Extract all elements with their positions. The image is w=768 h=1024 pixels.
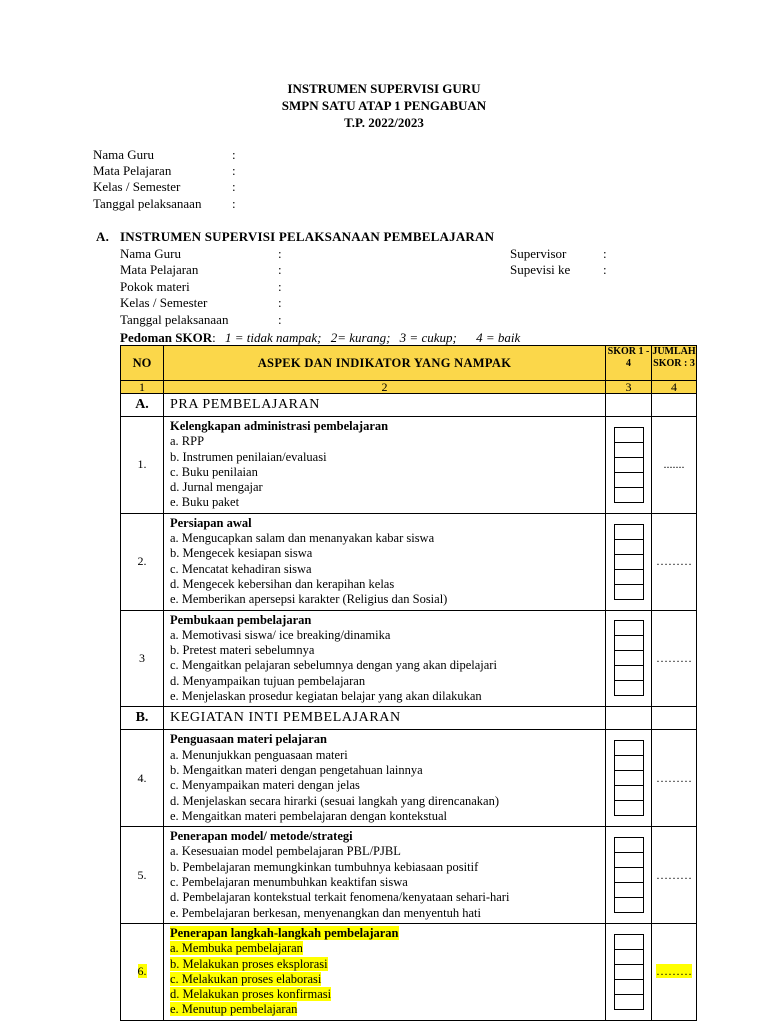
indicator-item: d. Jurnal mengajar: [170, 480, 263, 495]
field-label: Pokok materi: [120, 279, 190, 294]
score-box[interactable]: [614, 666, 644, 681]
row-number-cell: [121, 610, 164, 707]
indicator-row: [121, 610, 697, 707]
score-box[interactable]: [614, 837, 644, 853]
identity-label: Mata Pelajaran: [93, 163, 172, 178]
field-label: Nama Guru: [120, 246, 182, 261]
indicator-item: c. Buku penilaian: [170, 464, 258, 479]
indicator-row: [121, 417, 697, 514]
column-number-row: [121, 381, 697, 394]
supervision-table: [120, 345, 697, 1021]
identity-colon: :: [232, 196, 236, 211]
indicator-item: a. RPP: [170, 434, 205, 449]
score-boxes: [606, 837, 651, 913]
aspect-title: Penguasaan materi pelajaran: [170, 732, 327, 747]
row-number-cell: [121, 827, 164, 924]
scale-item: 1 = tidak nampak;: [224, 330, 322, 345]
score-boxes: [606, 620, 651, 696]
indicator-item: c. Mencatat kehadiran siswa: [170, 561, 312, 576]
score-box[interactable]: [614, 853, 644, 868]
total-score[interactable]: .......: [663, 457, 685, 472]
score-box[interactable]: [614, 681, 644, 696]
aspect-cell: [164, 417, 606, 514]
score-cell: [606, 610, 652, 707]
aspect-cell: [164, 923, 606, 1020]
column-number: 3: [606, 381, 652, 394]
total-score[interactable]: ………: [656, 650, 692, 665]
score-cell: [606, 513, 652, 610]
school-year: T.P. 2022/2023: [344, 115, 424, 130]
score-box[interactable]: [614, 636, 644, 651]
indicator-item: e. Menjelaskan prosedur kegiatan belajar yang akan dilakukan: [170, 689, 482, 704]
indicator-row: [121, 923, 697, 1020]
score-box[interactable]: [614, 458, 644, 473]
scale-item: 4 = baik: [476, 330, 521, 345]
indicator-item: e. Mengaitkan materi pembelajaran dengan kontekstual: [170, 808, 447, 823]
section-letter: B.: [121, 707, 164, 730]
indicator-item: c. Melakukan proses elaborasi: [170, 971, 322, 986]
score-box[interactable]: [614, 473, 644, 488]
field-label: Kelas / Semester: [120, 295, 208, 310]
field-colon: :: [278, 262, 282, 277]
field-colon: :: [278, 279, 282, 294]
score-box[interactable]: [614, 934, 644, 950]
total-cell: [652, 827, 697, 924]
column-number: 2: [164, 381, 606, 394]
aspect-cell: [164, 827, 606, 924]
total-score[interactable]: ………: [656, 867, 692, 882]
table-header-row: [121, 346, 697, 381]
indicator-item: a. Kesesuaian model pembelajaran PBL/PJBL: [170, 844, 401, 859]
score-box[interactable]: [614, 427, 644, 443]
section-letter: A.: [121, 394, 164, 417]
section-a-title: INSTRUMEN SUPERVISI PELAKSANAAN PEMBELAJARAN: [120, 229, 495, 244]
aspect-cell: [164, 730, 606, 827]
section-title: PRA PEMBELAJARAN: [164, 394, 606, 417]
row-number-cell: [121, 730, 164, 827]
total-cell: [652, 923, 697, 1020]
column-number: 1: [121, 381, 164, 394]
indicator-item: d. Melakukan proses konfirmasi: [170, 987, 332, 1002]
col-header-no: NO: [121, 346, 164, 381]
score-box[interactable]: [614, 756, 644, 771]
score-box[interactable]: [614, 965, 644, 980]
indicator-item: c. Menyampaikan materi dengan jelas: [170, 778, 360, 793]
indicator-item: b. Instrumen penilaian/evaluasi: [170, 449, 327, 464]
section-a-letter: A.: [96, 229, 110, 244]
section-total-cell: [652, 394, 697, 417]
score-box[interactable]: [614, 524, 644, 540]
score-box[interactable]: [614, 570, 644, 585]
indicator-item: a. Membuka pembelajaran: [170, 941, 303, 956]
indicator-item: a. Memotivasi siswa/ ice breaking/dinamika: [170, 627, 391, 642]
section-title: KEGIATAN INTI PEMBELAJARAN: [164, 707, 606, 730]
aspect-title: Pembukaan pembelajaran: [170, 612, 312, 627]
total-score[interactable]: ………: [656, 964, 692, 979]
row-number: 2.: [137, 554, 147, 569]
indicator-item: b. Mengaitkan materi dengan pengetahuan lainnya: [170, 762, 423, 777]
indicator-item: b. Mengecek kesiapan siswa: [170, 546, 313, 561]
indicator-item: c. Pembelajaran menumbuhkan keaktifan siswa: [170, 875, 408, 890]
score-cell: [606, 417, 652, 514]
identity-label: Nama Guru: [93, 147, 155, 162]
score-box[interactable]: [614, 898, 644, 913]
row-number: 5.: [137, 867, 147, 882]
indicator-row: [121, 730, 697, 827]
scale-item: 2= kurang;: [330, 330, 391, 345]
field-colon: :: [603, 262, 607, 277]
row-number-cell: [121, 513, 164, 610]
school-name: SMPN SATU ATAP 1 PENGABUAN: [281, 98, 487, 113]
field-label: Supervisor: [510, 246, 567, 261]
aspect-title: Penerapan langkah-langkah pembelajaran: [170, 925, 399, 940]
indicator-item: b. Melakukan proses eksplorasi: [170, 956, 328, 971]
total-cell: [652, 610, 697, 707]
aspect-title: Kelengkapan administrasi pembelajaran: [170, 419, 389, 433]
indicator-item: e. Buku paket: [170, 495, 240, 510]
field-colon: :: [278, 246, 282, 261]
col-header-aspect: ASPEK DAN INDIKATOR YANG NAMPAK: [164, 346, 606, 381]
scoring-guide-label: Pedoman SKOR: [120, 330, 213, 345]
score-cell: [606, 827, 652, 924]
score-cell: [606, 923, 652, 1020]
score-box[interactable]: [614, 868, 644, 883]
total-score[interactable]: ………: [656, 554, 692, 569]
indicator-item: d. Mengecek kebersihan dan kerapihan kelas: [170, 576, 395, 591]
field-colon: :: [603, 246, 607, 261]
scoring-guide-colon: :: [212, 330, 216, 345]
total-cell: [652, 513, 697, 610]
score-box[interactable]: [614, 585, 644, 600]
indicator-item: b. Pembelajaran memungkinkan tumbuhnya kebiasaan positif: [170, 859, 479, 874]
score-box[interactable]: [614, 801, 644, 816]
row-number-cell: [121, 417, 164, 514]
col-header-score: SKOR 1 - 4: [606, 346, 652, 381]
score-box[interactable]: [614, 883, 644, 898]
row-number-cell: [121, 923, 164, 1020]
identity-colon: :: [232, 163, 236, 178]
aspect-title: Penerapan model/ metode/strategi: [170, 829, 353, 844]
indicator-item: d. Pembelajaran kontekstual terkait fenomena/kenyataan sehari-hari: [170, 890, 510, 905]
score-box[interactable]: [614, 950, 644, 965]
score-box[interactable]: [614, 540, 644, 555]
indicator-item: a. Mengucapkan salam dan menanyakan kabar siswa: [170, 531, 435, 546]
identity-colon: :: [232, 147, 236, 162]
score-boxes: [606, 934, 651, 1010]
scoring-guide: [120, 330, 520, 345]
scale-item: 3 = cukup;: [399, 330, 457, 345]
score-cell: [606, 730, 652, 827]
field-colon: :: [278, 295, 282, 310]
section-score-cell: [606, 707, 652, 730]
score-box[interactable]: [614, 995, 644, 1010]
score-box[interactable]: [614, 740, 644, 756]
field-label: Tanggal pelaksanaan: [120, 312, 229, 327]
field-colon: :: [278, 312, 282, 327]
row-number: 6.: [137, 964, 147, 979]
indicator-item: e. Menutup pembelajaran: [170, 1002, 298, 1017]
indicator-item: b. Pretest materi sebelumnya: [170, 643, 315, 658]
row-number: 1.: [137, 457, 147, 472]
score-box[interactable]: [614, 980, 644, 995]
score-box[interactable]: [614, 555, 644, 570]
aspect-cell: [164, 610, 606, 707]
section-total-cell: [652, 707, 697, 730]
score-box[interactable]: [614, 786, 644, 801]
section-a-heading: [96, 229, 494, 245]
score-box[interactable]: [614, 620, 644, 636]
indicator-item: c. Mengaitkan pelajaran sebelumnya dengan yang akan dipelajari: [170, 658, 497, 673]
col-header-total: JUMLAH SKOR : 3: [652, 346, 697, 381]
total-score[interactable]: ………: [656, 770, 692, 785]
indicator-item: e. Pembelajaran berkesan, menyenangkan dan menyentuh hati: [170, 905, 481, 920]
score-box[interactable]: [614, 488, 644, 503]
identity-label: Tanggal pelaksanaan: [93, 196, 202, 211]
section-row: [121, 707, 697, 730]
section-score-cell: [606, 394, 652, 417]
indicator-item: d. Menjelaskan secara hirarki (sesuai langkah yang direncanakan): [170, 793, 500, 808]
indicator-row: [121, 513, 697, 610]
aspect-cell: [164, 513, 606, 610]
doc-title: INSTRUMEN SUPERVISI GURU: [287, 81, 481, 96]
aspect-title: Persiapan awal: [170, 515, 252, 530]
field-label: Mata Pelajaran: [120, 262, 199, 277]
indicator-item: d. Menyampaikan tujuan pembelajaran: [170, 673, 366, 688]
total-cell: [652, 730, 697, 827]
identity-colon: :: [232, 179, 236, 194]
score-box[interactable]: [614, 771, 644, 786]
row-number: 4.: [137, 770, 147, 785]
score-boxes: [606, 524, 651, 600]
section-row: [121, 394, 697, 417]
column-number: 4: [652, 381, 697, 394]
score-box[interactable]: [614, 651, 644, 666]
indicator-item: e. Memberikan apersepsi karakter (Religius dan Sosial): [170, 592, 448, 607]
field-label: Supevisi ke: [510, 262, 571, 277]
indicator-row: [121, 827, 697, 924]
indicator-item: a. Menunjukkan penguasaan materi: [170, 747, 348, 762]
row-number: 3: [139, 650, 145, 665]
identity-label: Kelas / Semester: [93, 179, 181, 194]
score-boxes: [606, 427, 651, 503]
score-box[interactable]: [614, 443, 644, 458]
total-cell: [652, 417, 697, 514]
score-boxes: [606, 740, 651, 816]
